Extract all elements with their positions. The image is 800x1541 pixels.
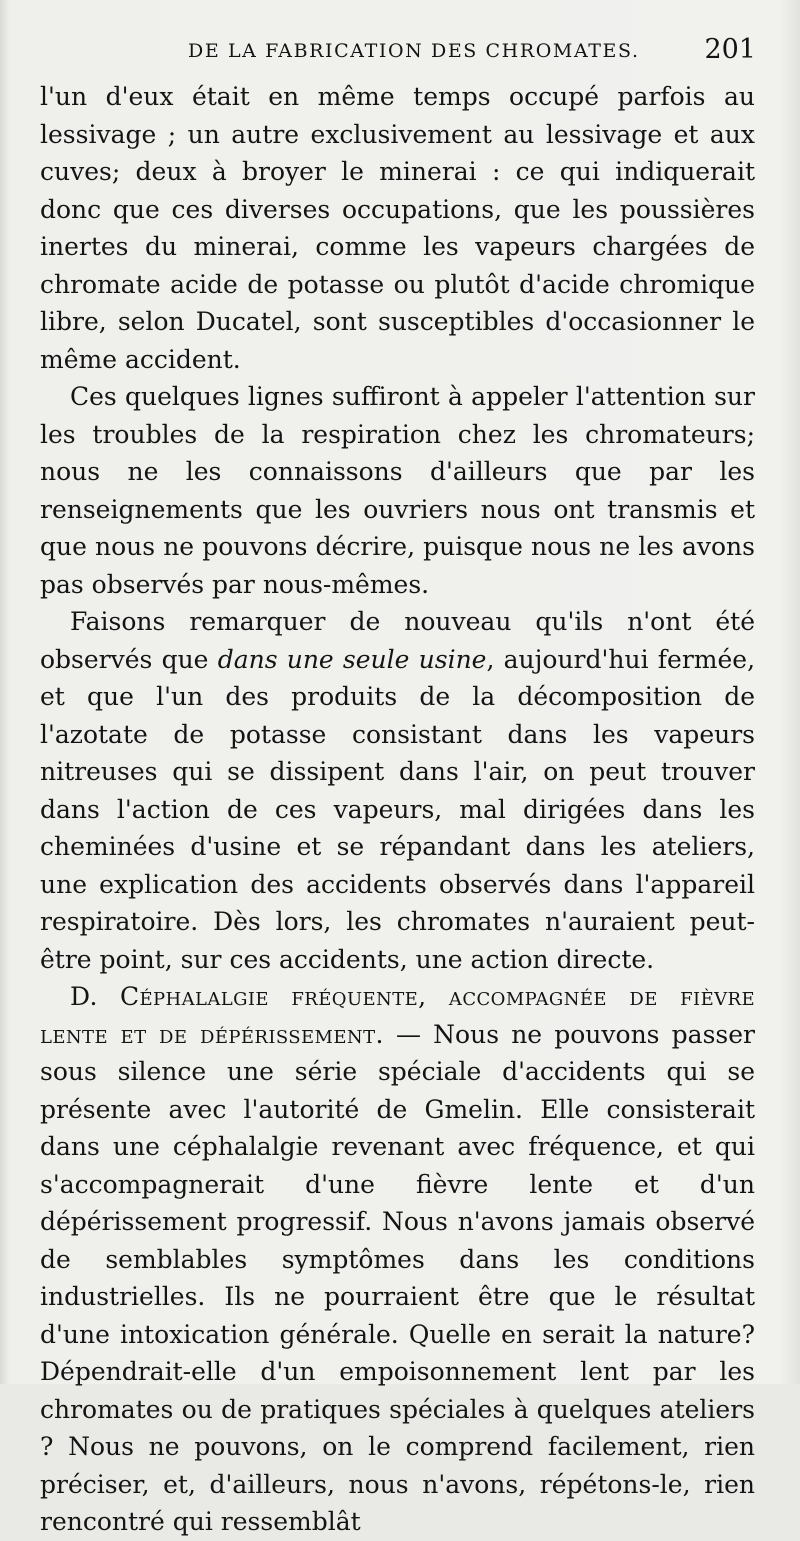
paragraph-4	[40, 978, 755, 1541]
running-header	[40, 34, 786, 74]
paragraph-3-text-start: Faisons remarquer de nouveau qu'ils n'ont été observés que	[40, 607, 755, 674]
italic-phrase: dans une seule usine	[217, 644, 487, 674]
body-text	[40, 78, 755, 1541]
paragraph-2: Ces quelques lignes suffiront à appeler l'attention sur les troubles de la respiration chez les chromateurs; nous ne les connaissons d'ailleurs que par les renseignements que les ouvriers nous ont transmis et que nous ne pouvons décrire, puisque nous ne les avons pas observés par nous-mêmes.	[40, 382, 755, 599]
section-heading: Céphalalgie fréquente, accompagnée de fièvre lente et de dépérissement.	[40, 982, 756, 1049]
page-number: 201	[704, 34, 756, 65]
section-label: D.	[70, 982, 98, 1011]
paragraph-4-text: — Nous ne pouvons passer sous silence une série spéciale d'accidents qui se présente avec l'autorité de Gmelin. Elle consisterait dans une céphalalgie revenant avec fréquence, et qui s'accompagnerait d'une fièvre lente et d'un dépérissement progressif. Nous n'avons jamais observé de semblables symptômes dans les conditions industrielles. Ils ne pourraient être que le résultat d'une intoxication générale. Quelle en serait la nature? Dépendrait-elle d'un empoisonnement lent par les chromates ou de pratiques spéciales à quelques ateliers ? Nous ne pouvons, on le comprend facilement, rien préciser, et, d'ailleurs, nous n'avons, répétons-le, rien rencontré qui ressemblât	[40, 1019, 755, 1536]
paragraph-1: l'un d'eux était en même temps occupé parfois au lessivage ; un autre exclusivement au lessivage et aux cuves; deux à broyer le minerai : ce qui indiquerait donc que ces diverses occupations, que les poussières inertes du minerai, comme les vapeurs chargées de chromate acide de potasse ou plutôt d'acide chromique libre, selon Ducatel, sont susceptibles d'occasionner le même accident.	[40, 82, 755, 374]
paragraph-3	[40, 603, 755, 978]
running-title: DE LA FABRICATION DES CHROMATES.	[188, 40, 640, 62]
paragraph-3-text-end: , aujourd'hui fermée, et que l'un des produits de la décomposition de l'azotate de potasse consistant dans les vapeurs nitreuses qui se dissipent dans l'air, on peut trouver dans l'action de ces vapeurs, mal dirigées dans les cheminées d'usine et se répandant dans les ateliers, une explication des accidents observés dans l'appareil respiratoire. Dès lors, les chromates n'auraient peut-être point, sur ces accidents, une action directe.	[40, 644, 756, 974]
